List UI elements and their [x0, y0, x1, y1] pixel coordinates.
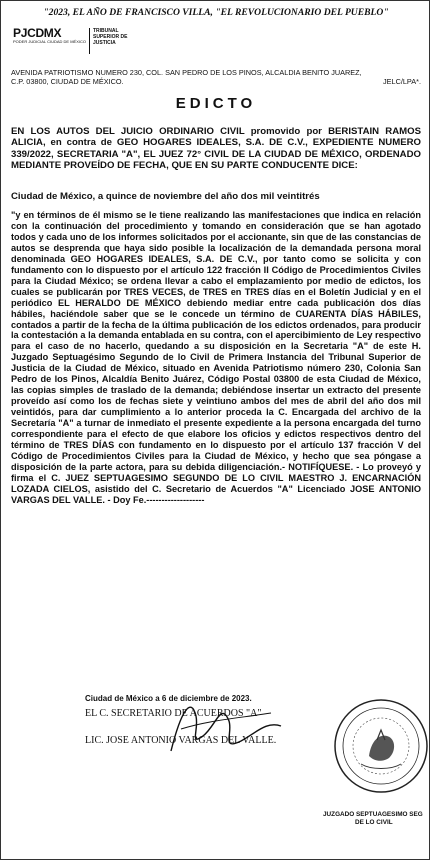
signer-name: LIC. JOSE ANTONIO VARGAS DEL VALLE.	[85, 735, 277, 746]
court-address	[11, 68, 421, 86]
logo-mark: PJCDMX	[13, 26, 62, 40]
court-seal	[331, 696, 430, 796]
address-line-1: AVENIDA PATRIOTISMO NUMERO 230, COL. SAN PEDRO DE LOS PINOS, ALCALDIA BENITO JUAREZ,	[11, 68, 362, 77]
logo-tribunal-line: SUPERIOR DE	[92, 34, 128, 40]
document-title: EDICTO	[175, 95, 257, 112]
reference-code: JELC/LPA*.	[383, 77, 421, 86]
signer-position: EL C. SECRETARIO DE ACUERDOS "A"	[85, 708, 262, 719]
intro-paragraph: EN LOS AUTOS DEL JUICIO ORDINARIO CIVIL promovido por BERISTAIN RAMOS ALICIA, en contra de GEO HOGARES IDEALES, S.A. DE C.V., EXPEDIENTE NUMERO 339/2022, SECRETARIA "A", EL JUEZ 72° CIVIL DE LA CIUDAD DE MÉXICO, ORDENADO MEDIANTE PROVEÍDO DE FECHA, QUE EN SU PARTE CONDUCENTE DICE:	[11, 126, 421, 172]
logo-tribunal-line: TRIBUNAL	[92, 28, 119, 34]
logo-tribunal-line: JUSTICIA	[92, 40, 116, 46]
signature-date: Ciudad de México a 6 de diciembre de 2023.	[85, 694, 252, 703]
year-motto: "2023, EL AÑO DE FRANCISCO VILLA, "EL REVOLUCIONARIO DEL PUEBLO"	[43, 7, 389, 18]
dateline: Ciudad de México, a quince de noviembre del año dos mil veintitrés	[11, 191, 320, 202]
seal-caption	[323, 811, 423, 827]
seal-caption-line-2: DE LO CIVIL	[355, 819, 393, 826]
logo-divider	[89, 28, 90, 54]
address-line-2: C.P. 03800, CIUDAD DE MÉXICO.	[11, 77, 124, 86]
logo-tribunal-text	[93, 28, 127, 46]
logo-subtitle: PODER JUDICIAL CIUDAD DE MÉXICO	[13, 39, 86, 44]
body-paragraph: "y en términos de él mismo se le tiene realizando las manifestaciones que indica en relación con la continuación del procedimiento y tomando en consideración que se han agotado todos y cada uno de los informes solicitados por el accionante, sin que de las constancias de autos se desprenda que haya sido posible la localización de la demandada persona moral denominada GEO HOGARES IDEALES, S.A. DE C.V., por tanto como se solicita y con fundamento con lo dispuesto por el artículo 122 fracción II Código de Procedimientos Civiles para la Ciudad México; se ordena llevar a cabo el emplazamiento por medio de edictos, los cuales se publicarán por TRES VECES, de TRES en TRES días en el Boletín Judicial y en el periódico EL HERALDO DE MÉXICO debiendo mediar entre cada publicación dos días hábiles, haciéndole saber que se le concede un término de CUARENTA DÍAS HÁBILES, contados a partir de la fecha de la última publicación de los edictos ordenados, para producir la contestación a la demanda entablada en su contra, con el apercibimiento de Ley respectivo para el caso de no hacerlo, quedando a su disposición en la Secretaria "A" de este H. Juzgado Septuagésimo Segundo de lo Civil de Primera Instancia del Tribunal Superior de Justicia de la Ciudad de México, situado en Avenida Patriotismo número 230, Colonia San Pedro de los Pinos, Alcaldía Benito Juárez, Código Postal 03800 de esta Ciudad de México, las copias simples de traslado de la demanda; debiéndose insertar un extracto del presente proveído así como los de fechas siete y veintiuno ambos del mes de abril del año dos mil veintidós, para dar cumplimiento a lo anterior proceda la C. Encargada del archivo de la Secretaría "A" a turnar de inmediato el presente expediente a la persona encargada del turno correspondiente para el efecto de que elabore los oficios y edictos respectivos dentro del término de TRES DÍAS con fundamento en lo dispuesto por el artículo 137 fracción V del Código de Procedimientos Civiles para la Ciudad de México, y hecho que sea póngase a disposición de la parte actora, para su debida diligenciación.- NOTIFÍQUESE. - Lo proveyó y firma el C. JUEZ SEPTUAGESIMO SEGUNDO DE LO CIVIL MAESTRO J. ENCARNACIÓN LOZADA CIELOS, asistido del C. Secretario de Acuerdos "A" Licenciado JOSE ANTONIO VARGAS DEL VALLE. - Doy Fe.-------------------	[11, 210, 421, 505]
seal-caption-line-1: JUZGADO SEPTUAGESIMO SEG	[323, 811, 423, 818]
court-logo	[13, 28, 127, 54]
handwritten-signature	[151, 691, 291, 761]
